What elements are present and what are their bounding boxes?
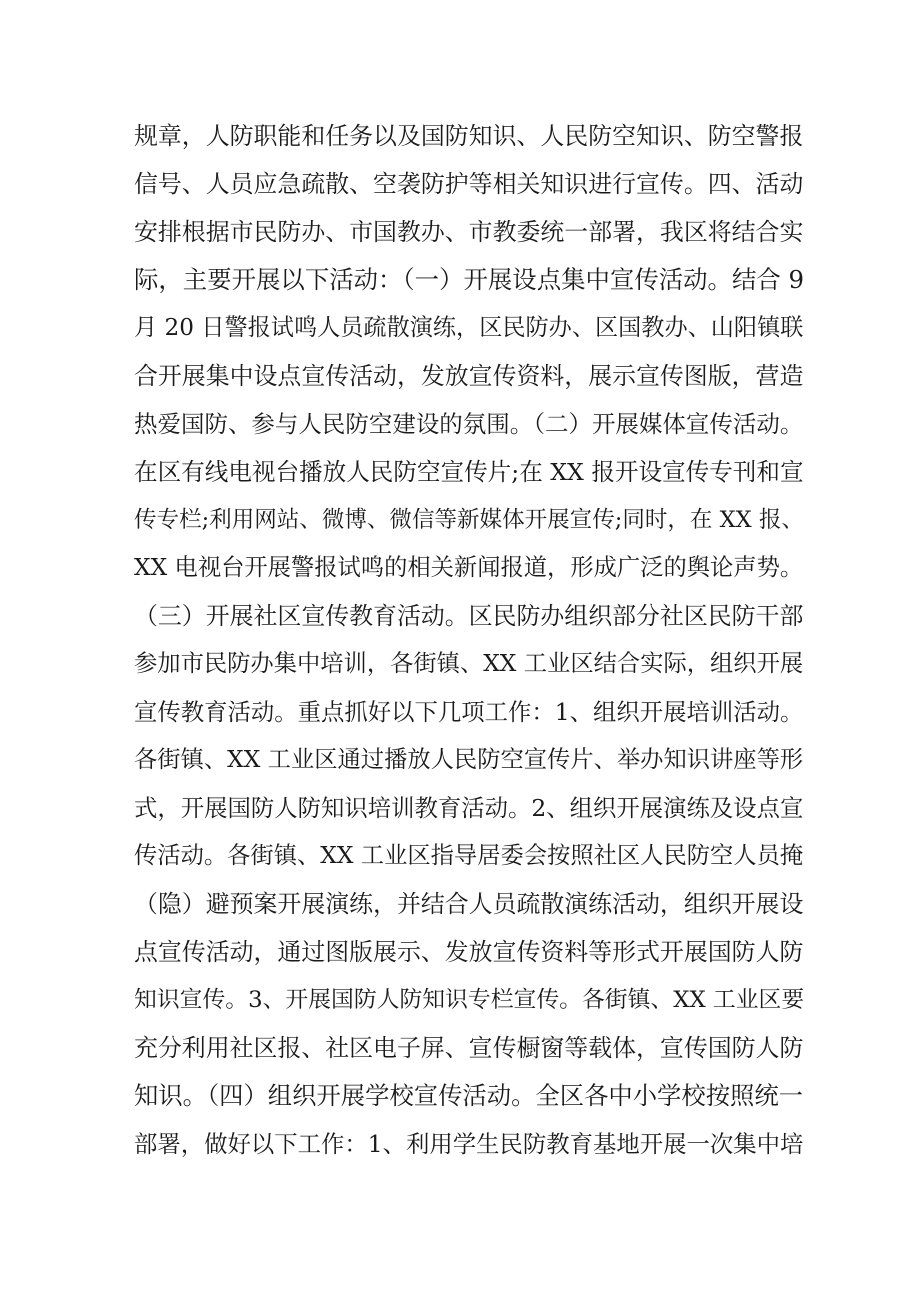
text-line: （隐）避预案开展演练，并结合人员疏散演练活动，组织开展设 <box>134 890 804 918</box>
text-line: 点宣传活动，通过图版展示、发放宣传资料等形式开展国防人防 <box>134 938 804 966</box>
text-line: 在区有线电视台播放人民防空宣传片;在 XX 报开设宣传专刊和宣 <box>134 458 804 486</box>
text-line: 部署，做好以下工作：1、利用学生民防教育基地开展一次集中培 <box>134 1130 804 1158</box>
text-line: XX 电视台开展警报试鸣的相关新闻报道，形成广泛的舆论声势。 <box>134 554 804 581</box>
text-line: 信号、人员应急疏散、空袭防护等相关知识进行宣传。四、活动 <box>134 170 804 198</box>
text-line: 各街镇、XX 工业区通过播放人民防空宣传片、举办知识讲座等形 <box>134 746 804 773</box>
text-line: 充分利用社区报、社区电子屏、宣传橱窗等载体，宣传国防人防 <box>134 1034 804 1062</box>
text-line: 规章，人防职能和任务以及国防知识、人民防空知识、防空警报 <box>134 122 804 150</box>
text-line: （三）开展社区宣传教育活动。区民防办组织部分社区民防干部 <box>134 602 804 630</box>
text-line: 安排根据市民防办、市国教办、市教委统一部署，我区将结合实 <box>134 218 804 246</box>
text-line: 际，主要开展以下活动：（一）开展设点集中宣传活动。结合 9 <box>134 265 805 294</box>
text-line: 月 20 日警报试鸣人员疏散演练，区民防办、区国教办、山阳镇联 <box>134 315 804 341</box>
text-line: 参加市民防办集中培训，各街镇、XX 工业区结合实际，组织开展 <box>134 650 804 677</box>
text-line: 传活动。各街镇、XX 工业区指导居委会按照社区人民防空人员掩 <box>134 842 804 869</box>
text-line: 宣传教育活动。重点抓好以下几项工作：1、组织开展培训活动。 <box>134 698 804 726</box>
text-line: 式，开展国防人防知识培训教育活动。2、组织开展演练及设点宣 <box>134 794 804 822</box>
text-line: 热爱国防、参与人民防空建设的氛围。（二）开展媒体宣传活动。 <box>134 410 804 438</box>
body-text <box>134 112 804 1168</box>
text-line: 知识宣传。3、开展国防人防知识专栏宣传。各街镇、XX 工业区要 <box>134 987 805 1013</box>
text-line: 知识。（四）组织开展学校宣传活动。全区各中小学校按照统一 <box>134 1081 804 1110</box>
text-line: 传专栏;利用网站、微博、微信等新媒体开展宣传;同时，在 XX 报、 <box>134 507 804 533</box>
text-line: 合开展集中设点宣传活动，发放宣传资料，展示宣传图版，营造 <box>134 362 804 390</box>
